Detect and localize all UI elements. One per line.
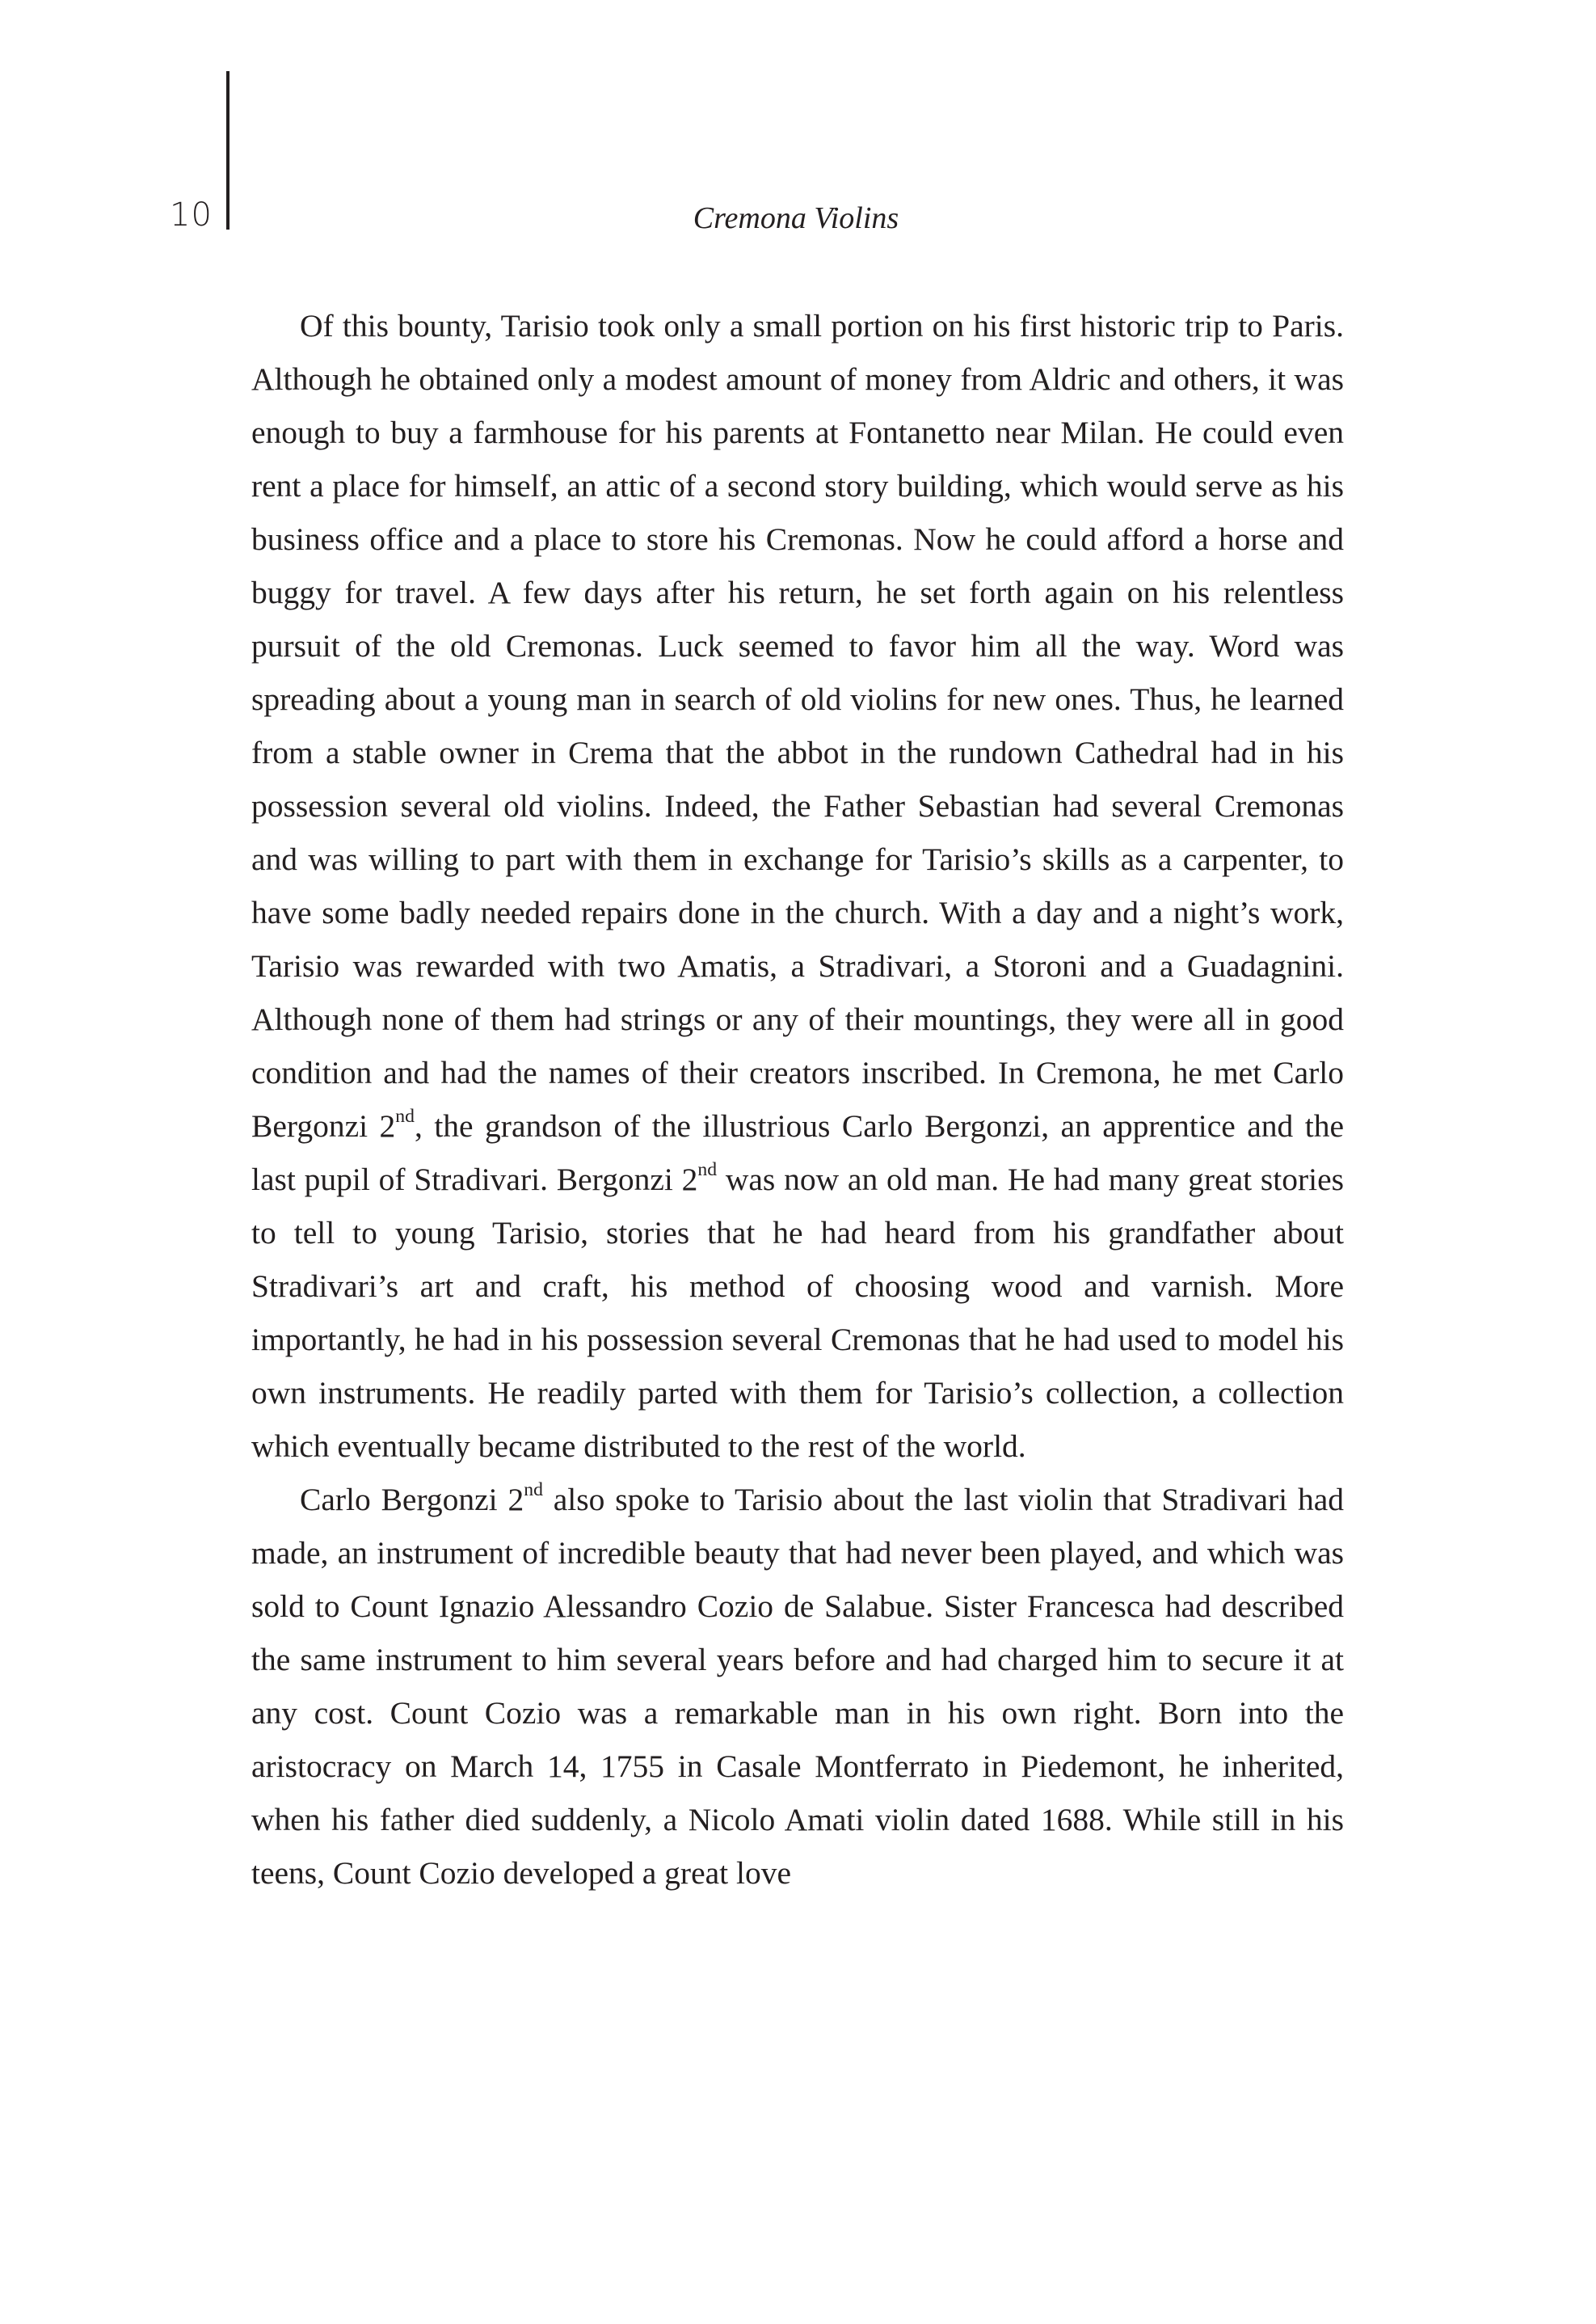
paragraph-1-text-a: Of this bounty, Tarisio took only a small portion on his first historic trip to Paris. Although he obtained only a modest amount of money from Aldric and others, it was enough to buy a farmhouse for his parents at Fontanetto near Milan. He could even rent a place for himself, an attic of a second story building, which would serve as his business office and a place to store his Cremonas. Now he could afford a horse and buggy for travel. A few days after his return, he set forth again on his relentless pursuit of the old Cremonas. Luck seemed to favor him all the way. Word was spreading about a young man in search of old violins for new ones. Thus, he learned from a stable owner in Crema that the abbot in the rundown Cathedral had in his possession several old violins. Indeed, the Father Sebastian had several Cremonas and was willing to part with them in exchange for Tarisio’s skills as a carpenter, to have some badly needed repairs done in the church. With a day and a night’s work, Tarisio was rewarded with two Amatis, a Stradivari, a Storoni and a Guadagnini. Although none of them had strings or any of their mountings, they were all in good condition and had the names of their creators inscribed. In Cremona, he met Carlo Bergonzi 2 [251, 308, 1344, 1144]
body-text [251, 299, 1344, 1900]
paragraph-2 [251, 1473, 1344, 1900]
paragraph-2-text-a: Carlo Bergonzi 2 [300, 1482, 524, 1517]
ordinal-suffix: nd [395, 1106, 415, 1128]
paragraph-1-text-c: was now an old man. He had many great stories to tell to young Tarisio, stories that he had heard from his grandfather about Stradivari’s art and craft, his method of choosing wood and varnish. More importantly, he had in his possession several Cremonas that he had used to model his own instruments. He readily parted with them for Tarisio’s collection, a collection which eventually became distributed to the rest of the world. [251, 1162, 1345, 1464]
ordinal-suffix: nd [524, 1479, 543, 1501]
paragraph-2-text-b: also spoke to Tarisio about the last violin that Stradivari had made, an instrument of incredible beauty that had never been played, and which was sold to Count Ignazio Alessandro Cozio de Salabue. Sister Francesca had described the same instrument to him several years before and had charged him to secure it at any cost. Count Cozio was a remarkable man in his own right. Born into the aristocracy on March 14, 1755 in Casale Montferrato in Piedemont, he inherited, when his father died suddenly, a Nicolo Amati violin dated 1688. While still in his teens, Count Cozio developed a great love [251, 1482, 1344, 1891]
paragraph-1-text-b: , the grandson of the illustrious Carlo Bergonzi, an apprentice and the last pupil of Stradivari. Bergonzi 2 [251, 1108, 1344, 1197]
paragraph-1 [251, 299, 1344, 1473]
page-number: 10 [170, 196, 213, 234]
ordinal-suffix: nd [697, 1159, 718, 1181]
header-vertical-rule [226, 71, 230, 230]
running-title: Cremona Violins [693, 201, 899, 235]
